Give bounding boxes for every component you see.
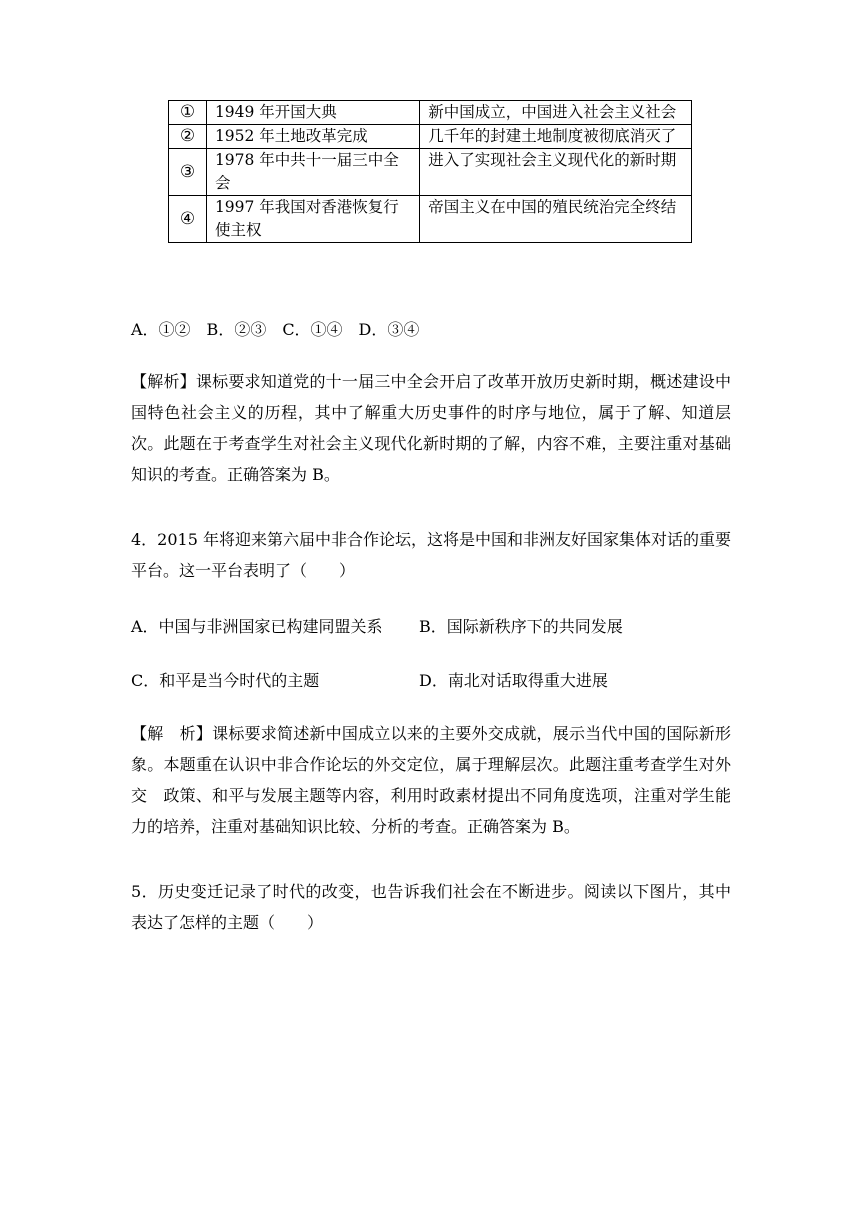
q5-question-stem: 5．历史变迁记录了时代的改变，也告诉我们社会在不断进步。阅读以下图片，其中表达了怎样的主题（ ） — [131, 882, 731, 932]
q4-option-c: C．和平是当今时代的主题 — [131, 671, 320, 690]
row-number: ③ — [169, 149, 207, 196]
table-row — [169, 196, 692, 243]
event-cell: 1997 年我国对香港恢复行使主权 — [206, 196, 419, 243]
event-cell: 1978 年中共十一届三中全会 — [206, 149, 419, 196]
significance-cell: 几千年的封建土地制度被彻底消灭了 — [420, 125, 692, 149]
significance-cell: 帝国主义在中国的殖民统治完全终结 — [420, 196, 692, 243]
q4-question-stem: 4．2015 年将迎来第六届中非合作论坛，这将是中国和非洲友好国家集体对话的重要平台。这一平台表明了（ ） — [131, 530, 731, 580]
q3-analysis: 【解析】课标要求知道党的十一届三中全会开启了改革开放历史新时期，概述建设中国特色社会主义的历程，其中了解重大历史事件的时序与地位，属于了解、知道层次。此题在于考查学生对社会主义现代化新时期的了解，内容不难，主要注重对基础知识的考查。正确答案为 B。 — [131, 372, 731, 484]
row-number: ① — [169, 101, 207, 125]
table-row — [169, 125, 692, 149]
event-cell: 1949 年开国大典 — [206, 101, 419, 125]
row-number: ② — [169, 125, 207, 149]
row-number: ④ — [169, 196, 207, 243]
history-events-table — [168, 100, 692, 243]
q4-analysis: 【解 析】课标要求简述新中国成立以来的主要外交成就，展示当代中国的国际新形象。本题重在认识中非合作论坛的外交定位，属于理解层次。此题注重考查学生对外交 政策、和平与发展主题等内容，利用时政素材提出不同角度选项，注重对学生能力的培养，注重对基础知识比较、分析的考查。正确答案为 B。 — [131, 724, 731, 836]
significance-cell: 进入了实现社会主义现代化的新时期 — [420, 149, 692, 196]
event-cell: 1952 年土地改革完成 — [206, 125, 419, 149]
q4-option-b: B．国际新秩序下的共同发展 — [419, 617, 623, 636]
significance-cell: 新中国成立，中国进入社会主义社会 — [420, 101, 692, 125]
table-row — [169, 149, 692, 196]
q4-option-a: A．中国与非洲国家已构建同盟关系 — [131, 617, 383, 636]
table-row — [169, 101, 692, 125]
q3-answer-options: A．①② B．②③ C．①④ D．③④ — [131, 320, 420, 339]
q4-option-d: D．南北对话取得重大进展 — [419, 671, 608, 690]
